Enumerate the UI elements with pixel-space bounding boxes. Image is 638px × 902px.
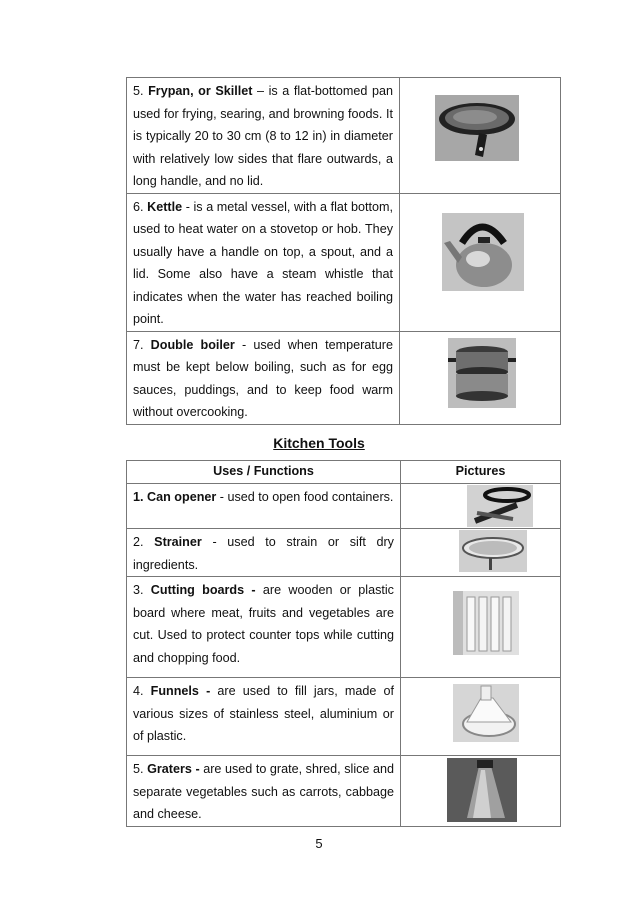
- item-desc: - used when temperature must be kept below boiling, such as for egg sauces, puddings, and to keep food warm without overcooking.: [133, 337, 393, 419]
- picture-cell: [401, 678, 561, 756]
- page-number: 5: [315, 836, 323, 851]
- item-number: 6.: [133, 199, 148, 214]
- tool-name: Cutting boards -: [150, 583, 256, 597]
- item-description: [127, 78, 400, 194]
- tool-description: [127, 756, 401, 827]
- item-description: [127, 331, 400, 424]
- tool-number: 1.: [133, 490, 148, 504]
- table-row: [127, 331, 561, 424]
- item-name: Kettle: [147, 199, 183, 214]
- utensils-table: [126, 77, 561, 425]
- tool-desc: are used to fill jars, made of various sizes of stainless steel, aluminium or of plastic.: [133, 684, 394, 743]
- tool-description: [127, 678, 401, 756]
- item-number: 7.: [133, 337, 151, 352]
- table-header-row: [127, 461, 561, 484]
- table-row: [127, 756, 561, 827]
- strainer-photo: [459, 530, 527, 572]
- tool-desc: - used to strain or sift dry ingredients.: [133, 535, 394, 572]
- tool-name: Can opener: [147, 490, 217, 504]
- picture-cell: [400, 331, 561, 424]
- tool-desc: - used to open food containers.: [216, 490, 394, 504]
- can-opener-photo: [467, 485, 533, 527]
- table-row: [127, 193, 561, 331]
- header-uses: Uses / Functions: [127, 461, 401, 484]
- picture-cell: [400, 193, 561, 331]
- table-row: [127, 78, 561, 194]
- double-boiler-photo: [448, 338, 516, 408]
- tool-description: [127, 529, 401, 577]
- picture-cell: [401, 756, 561, 827]
- table-row: [127, 484, 561, 529]
- item-number: 5.: [133, 84, 149, 98]
- item-desc: – is a flat-bottomed pan used for frying, searing, and browning foods. It is typically 20 to 30 cm (8 to 12 in) in diameter with relatively low sides that flare outwards, a long handle, and no lid.: [133, 84, 393, 188]
- kitchen-tools-table: [126, 460, 561, 827]
- item-description: [127, 193, 400, 331]
- tool-number: 3.: [133, 583, 151, 597]
- table-row: [127, 529, 561, 577]
- picture-cell: [401, 529, 561, 577]
- tool-name: Graters -: [147, 762, 200, 776]
- tool-number: 5.: [133, 762, 148, 776]
- tool-name: Strainer: [154, 535, 202, 549]
- grater-photo: [447, 758, 517, 822]
- table-row: [127, 577, 561, 678]
- tool-description: [127, 577, 401, 678]
- picture-cell: [401, 484, 561, 529]
- item-name: Frypan, or Skillet: [148, 84, 253, 98]
- tool-description: [127, 484, 401, 529]
- tool-desc: are used to grate, shred, slice and separate vegetables such as carrots, cabbage and cheese.: [133, 762, 394, 821]
- tool-name: Funnels -: [150, 684, 211, 698]
- cutting-boards-photo: [453, 591, 519, 655]
- table-row: [127, 678, 561, 756]
- kettle-photo: [442, 213, 524, 291]
- section-title: Kitchen Tools: [273, 435, 365, 451]
- picture-cell: [401, 577, 561, 678]
- funnel-photo: [453, 684, 519, 742]
- item-desc: - is a metal vessel, with a flat bottom, used to heat water on a stovetop or hob. They usually have a handle on top, a spout, and a lid. Some also have a steam whistle that indicates when the water has reached boiling point.: [133, 199, 393, 326]
- frypan-photo: [435, 95, 519, 161]
- item-name: Double boiler: [150, 337, 235, 352]
- tool-number: 2.: [133, 535, 155, 549]
- tool-desc: are wooden or plastic board where meat, fruits and vegetables are cut. Used to protect counter tops while cutting and chopping food.: [133, 583, 394, 665]
- header-pictures: Pictures: [401, 461, 561, 484]
- picture-cell: [400, 78, 561, 194]
- tool-number: 4.: [133, 684, 151, 698]
